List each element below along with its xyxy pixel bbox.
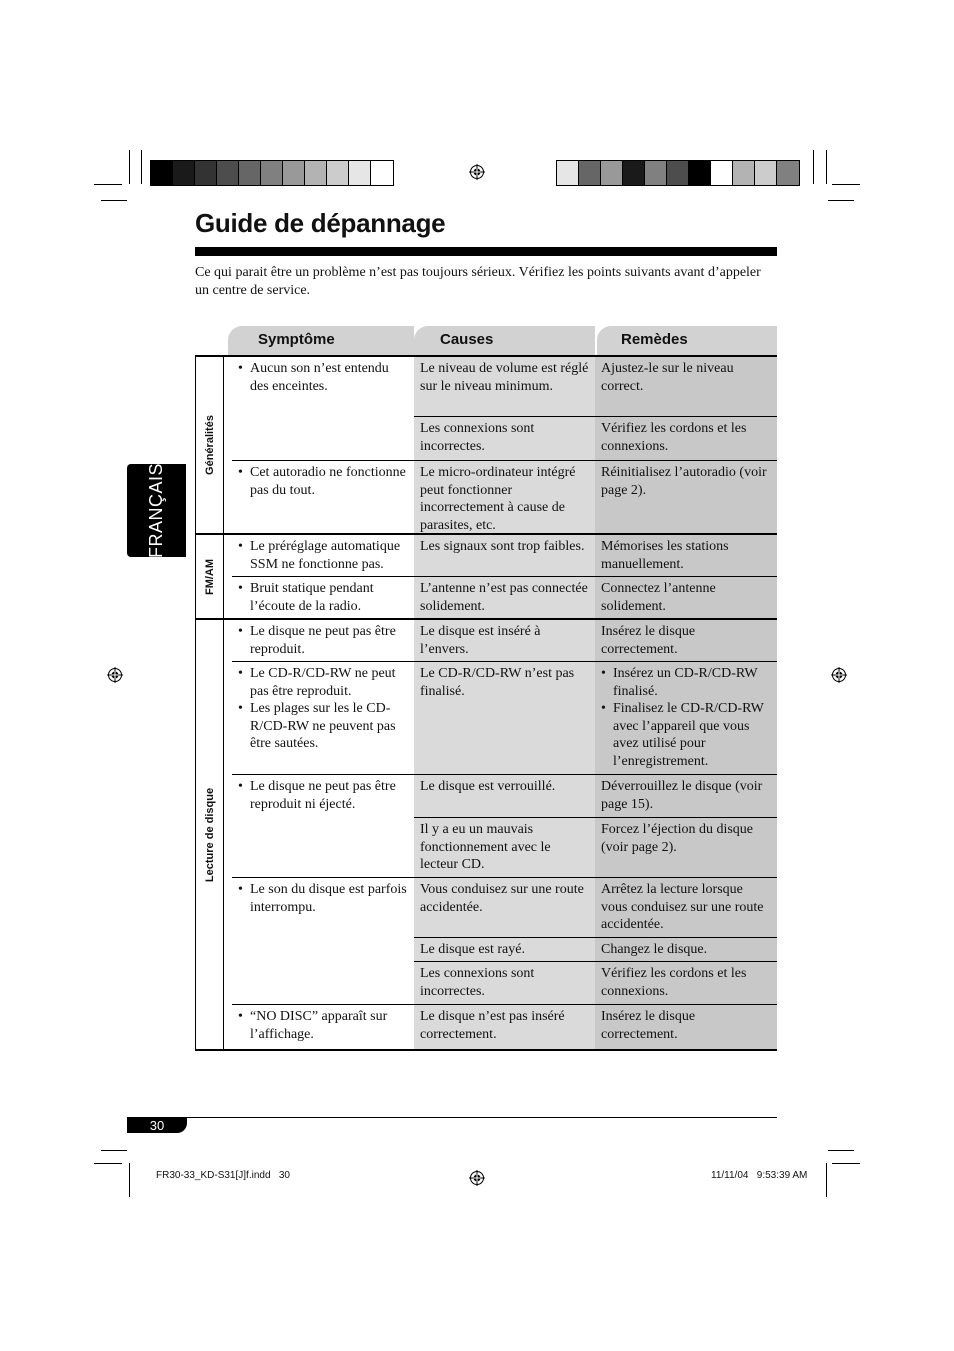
symptom-cell bbox=[232, 774, 414, 817]
symptom-cell bbox=[232, 576, 414, 619]
remedy-cell bbox=[595, 576, 777, 619]
crop-mark bbox=[129, 1163, 130, 1197]
bullet-icon: • bbox=[238, 701, 243, 716]
header-remedies: Remèdes bbox=[621, 331, 688, 348]
calibration-strip-right bbox=[556, 160, 800, 186]
symptom-cell bbox=[232, 416, 414, 460]
cause-cell: Vous conduisez sur une route accidentée. bbox=[414, 877, 595, 937]
bullet-icon: • bbox=[601, 666, 606, 681]
calibration-strip-left bbox=[150, 160, 394, 186]
bullet-text: Insérez le disque correctement. bbox=[601, 1009, 696, 1042]
category-label: Généralités bbox=[203, 415, 216, 475]
bullet-item bbox=[601, 778, 771, 813]
bullet-icon: • bbox=[238, 666, 243, 681]
bullet-text: Aucun son n’est entendu des enceintes. bbox=[250, 361, 389, 394]
row-rule bbox=[414, 937, 777, 938]
bullet-text: Réinitialisez l’autoradio (voir page 2). bbox=[601, 465, 767, 498]
symptom-cell bbox=[232, 534, 414, 576]
bullet-item bbox=[601, 580, 771, 615]
remedy-cell bbox=[595, 460, 777, 534]
crop-mark bbox=[94, 1163, 122, 1164]
symptom-cell bbox=[232, 877, 414, 937]
remedy-cell bbox=[595, 1004, 777, 1049]
bullet-icon: • bbox=[238, 361, 243, 376]
bullet-item bbox=[238, 538, 408, 573]
language-tab bbox=[127, 464, 186, 557]
bullet-text: Les plages sur les le CD-R/CD-RW ne peuvent pas être sautées. bbox=[250, 701, 396, 751]
bullet-icon: • bbox=[238, 624, 243, 639]
bullet-icon: • bbox=[238, 779, 243, 794]
bullet-item bbox=[238, 360, 408, 395]
bullet-text: Le disque ne peut pas être reproduit ni éjecté. bbox=[250, 779, 396, 812]
bullet-text: Vérifiez les cordons et les connexions. bbox=[601, 421, 747, 454]
bullet-text: Finalisez le CD-R/CD-RW avec l’appareil que vous avez utilisé pour l’enregistrement. bbox=[613, 701, 764, 769]
row-rule bbox=[414, 961, 777, 962]
bullet-item bbox=[238, 778, 408, 813]
cause-cell: Les signaux sont trop faibles. bbox=[414, 534, 595, 576]
bullet-item bbox=[238, 881, 408, 916]
category-label: FM/AM bbox=[203, 558, 216, 595]
remedy-cell bbox=[595, 817, 777, 877]
registration-mark-icon bbox=[469, 1170, 485, 1186]
category-label: Lecture de disque bbox=[203, 787, 216, 882]
registration-mark-icon bbox=[469, 164, 485, 180]
crop-mark bbox=[832, 184, 860, 185]
bullet-text: Cet autoradio ne fonctionne pas du tout. bbox=[250, 465, 406, 498]
bullet-icon: • bbox=[238, 581, 243, 596]
bullet-text: Bruit statique pendant l’écoute de la radio. bbox=[250, 581, 374, 614]
remedy-cell bbox=[595, 937, 777, 961]
header-symptom: Symptôme bbox=[258, 331, 335, 348]
row-rule bbox=[232, 576, 777, 577]
cause-cell: Il y a eu un mauvais fonctionnement avec le lecteur CD. bbox=[414, 817, 595, 877]
crop-mark bbox=[94, 184, 122, 185]
bullet-item bbox=[601, 464, 771, 499]
bullet-item bbox=[238, 580, 408, 615]
symptom-cell bbox=[232, 1004, 414, 1049]
crop-mark bbox=[101, 200, 127, 201]
bullet-text: Forcez l’éjection du disque (voir page 2). bbox=[601, 822, 754, 855]
category-cell bbox=[195, 619, 224, 1050]
bullet-item bbox=[601, 821, 771, 856]
category-cell bbox=[195, 356, 224, 534]
intro-text: Ce qui parait être un problème n’est pas toujours sérieux. Vérifiez les points suivants avant d’appeler un centre de service. bbox=[195, 265, 761, 298]
cause-cell: L’antenne n’est pas connectée solidement. bbox=[414, 576, 595, 619]
section-rule bbox=[195, 618, 777, 620]
title-rule bbox=[195, 247, 777, 256]
symptom-cell bbox=[232, 937, 414, 961]
remedy-cell bbox=[595, 534, 777, 576]
cause-cell: Les connexions sont incorrectes. bbox=[414, 416, 595, 460]
bullet-item bbox=[238, 623, 408, 658]
troubleshooting-table bbox=[195, 356, 777, 1050]
row-rule bbox=[232, 877, 777, 878]
bullet-item bbox=[601, 965, 771, 1000]
symptom-cell bbox=[232, 356, 414, 416]
bullet-text: Déverrouillez le disque (voir page 15). bbox=[601, 779, 763, 812]
bullet-text: Vérifiez les cordons et les connexions. bbox=[601, 966, 747, 999]
remedy-cell bbox=[595, 961, 777, 1004]
row-rule bbox=[232, 774, 777, 775]
bullet-icon: • bbox=[238, 1009, 243, 1024]
row-rule bbox=[414, 817, 777, 818]
crop-mark bbox=[828, 1150, 854, 1151]
bullet-item bbox=[601, 420, 771, 455]
remedy-cell bbox=[595, 356, 777, 416]
bullet-text: Changez le disque. bbox=[601, 942, 708, 957]
bullet-item bbox=[601, 538, 771, 573]
remedy-cell bbox=[595, 661, 777, 774]
bullet-text: Mémorises les stations manuellement. bbox=[601, 539, 729, 572]
footer-file: FR30-33_KD-S31[J]f.indd 30 bbox=[156, 1170, 290, 1181]
remedy-cell bbox=[595, 416, 777, 460]
footer-rule bbox=[127, 1117, 777, 1118]
bullet-item bbox=[601, 623, 771, 658]
bullet-item bbox=[238, 464, 408, 499]
language-tab-label: FRANÇAIS bbox=[146, 462, 166, 558]
bullet-item bbox=[238, 1008, 408, 1043]
registration-mark-icon bbox=[831, 667, 847, 683]
bullet-item bbox=[601, 881, 771, 934]
table-left-border bbox=[195, 356, 196, 1050]
bullet-text: Insérez le disque correctement. bbox=[601, 624, 696, 657]
bullet-text: Insérez un CD-R/CD-RW finalisé. bbox=[613, 666, 758, 699]
cause-cell: Le niveau de volume est réglé sur le niveau minimum. bbox=[414, 356, 595, 416]
crop-mark bbox=[828, 200, 854, 201]
crop-mark bbox=[826, 150, 827, 184]
category-cell bbox=[195, 534, 224, 619]
section-rule bbox=[195, 355, 777, 357]
bullet-item bbox=[601, 700, 771, 770]
bullet-text: Ajustez-le sur le niveau correct. bbox=[601, 361, 734, 394]
bullet-icon: • bbox=[238, 539, 243, 554]
page-title: Guide de dépannage bbox=[195, 208, 446, 238]
bullet-item bbox=[601, 941, 771, 959]
cause-cell: Le disque est inséré à l’envers. bbox=[414, 619, 595, 661]
bullet-text: Le son du disque est parfois interrompu. bbox=[250, 882, 407, 915]
symptom-cell bbox=[232, 961, 414, 1004]
crop-mark bbox=[832, 1163, 860, 1164]
row-rule bbox=[232, 460, 777, 461]
category-divider bbox=[223, 356, 224, 1050]
bullet-text: Le CD-R/CD-RW ne peut pas être reproduit. bbox=[250, 666, 396, 699]
crop-mark bbox=[101, 1150, 127, 1151]
remedy-cell bbox=[595, 877, 777, 937]
registration-mark-icon bbox=[107, 667, 123, 683]
section-rule bbox=[195, 1049, 777, 1051]
cause-cell: Les connexions sont incorrectes. bbox=[414, 961, 595, 1004]
footer-date: 11/11/04 9:53:39 AM bbox=[711, 1170, 808, 1181]
section-rule bbox=[195, 533, 777, 535]
symptom-cell bbox=[232, 619, 414, 661]
row-rule bbox=[232, 1004, 777, 1005]
symptom-cell bbox=[232, 460, 414, 534]
cause-cell: Le disque est rayé. bbox=[414, 937, 595, 961]
symptom-cell bbox=[232, 817, 414, 877]
crop-mark bbox=[813, 150, 814, 184]
bullet-text: “NO DISC” apparaît sur l’affichage. bbox=[250, 1009, 388, 1042]
bullet-item bbox=[601, 360, 771, 395]
bullet-icon: • bbox=[238, 465, 243, 480]
row-rule bbox=[414, 416, 777, 417]
bullet-item bbox=[601, 665, 771, 700]
bullet-text: Connectez l’antenne solidement. bbox=[601, 581, 716, 614]
crop-mark bbox=[826, 1163, 827, 1197]
cause-cell: Le disque n’est pas inséré correctement. bbox=[414, 1004, 595, 1049]
row-rule bbox=[232, 661, 777, 662]
remedy-cell bbox=[595, 619, 777, 661]
bullet-text: Arrêtez la lecture lorsque vous conduisez sur une route accidentée. bbox=[601, 882, 764, 932]
cause-cell: Le disque est verrouillé. bbox=[414, 774, 595, 817]
bullet-item bbox=[238, 665, 408, 700]
bullet-item bbox=[601, 1008, 771, 1043]
bullet-text: Le préréglage automatique SSM ne fonctionne pas. bbox=[250, 539, 401, 572]
header-causes: Causes bbox=[440, 331, 494, 348]
crop-mark bbox=[129, 150, 130, 184]
cause-cell: Le CD-R/CD-RW n’est pas finalisé. bbox=[414, 661, 595, 774]
bullet-icon: • bbox=[601, 701, 606, 716]
bullet-item bbox=[238, 700, 408, 753]
crop-mark bbox=[141, 150, 142, 184]
bullet-icon: • bbox=[238, 882, 243, 897]
cause-cell: Le micro-ordinateur intégré peut fonctionner incorrectement à cause de parasites, etc. bbox=[414, 460, 595, 534]
page-number: 30 bbox=[127, 1117, 187, 1133]
bullet-text: Le disque ne peut pas être reproduit. bbox=[250, 624, 396, 657]
remedy-cell bbox=[595, 774, 777, 817]
symptom-cell bbox=[232, 661, 414, 774]
